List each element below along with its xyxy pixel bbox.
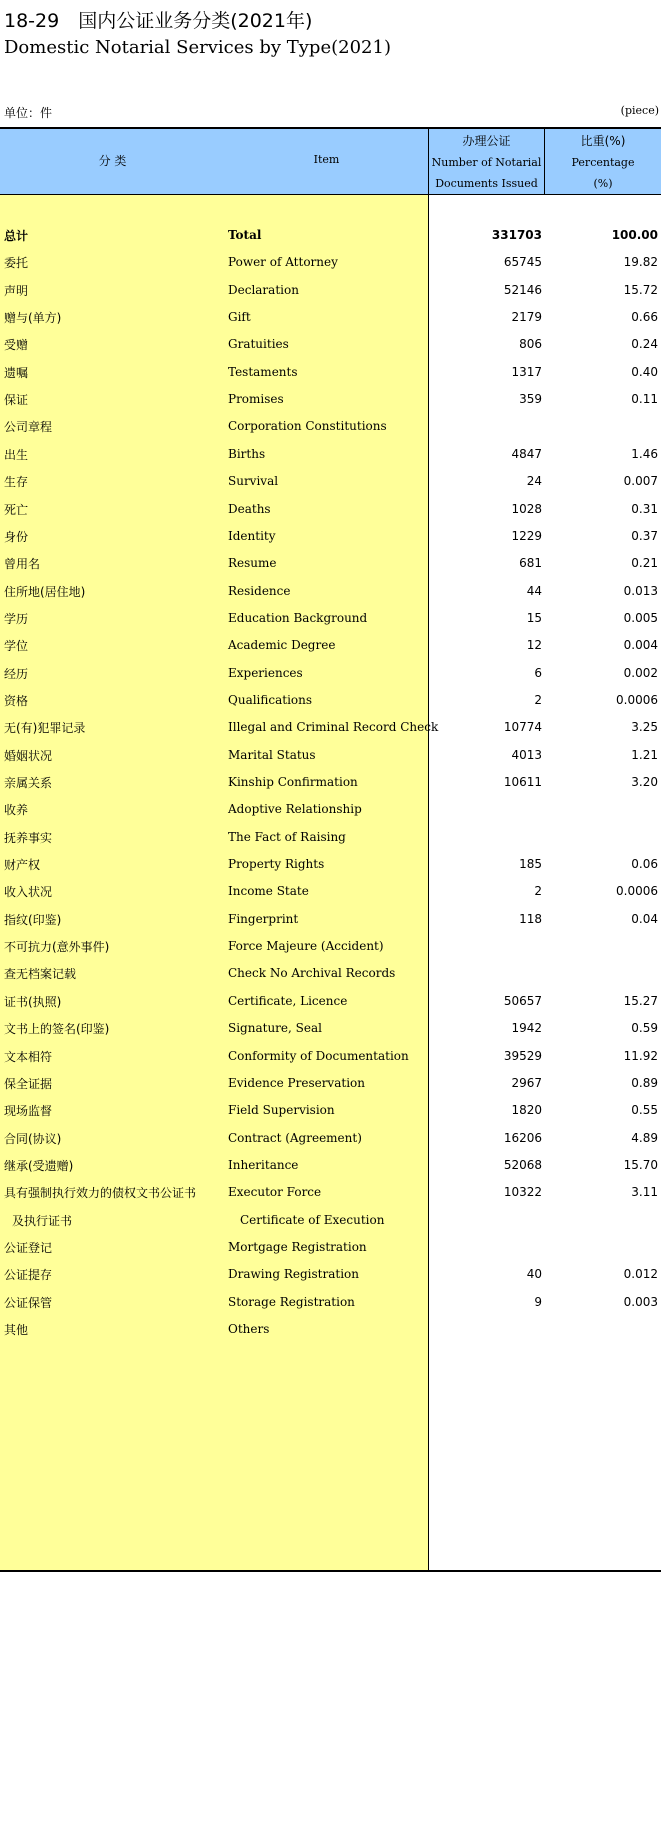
percentage-cell: 100.00 bbox=[611, 228, 658, 242]
item-en-cell: Executor Force bbox=[228, 1185, 322, 1200]
documents-count-cell: 16206 bbox=[503, 1130, 542, 1145]
percentage-cell: 0.24 bbox=[631, 337, 658, 352]
category-cn-cell: 公司章程 bbox=[4, 420, 53, 435]
category-cn-cell: 合同(协议) bbox=[4, 1131, 62, 1146]
header-category-cn: 分 类 bbox=[98, 154, 127, 168]
percentage-cell: 19.82 bbox=[623, 255, 658, 270]
item-en-cell: Kinship Confirmation bbox=[228, 775, 358, 789]
percentage-cell: 0.0006 bbox=[616, 692, 658, 707]
item-en-cell: Drawing Registration bbox=[228, 1267, 359, 1282]
item-en-cell: Marital Status bbox=[228, 747, 316, 762]
category-cn-cell: 公证登记 bbox=[4, 1240, 53, 1255]
header-documents-cn: 办理公证 bbox=[462, 134, 511, 148]
item-en-cell: Promises bbox=[228, 392, 284, 407]
documents-count-cell: 4013 bbox=[511, 747, 542, 762]
item-en-cell: Mortgage Registration bbox=[228, 1239, 367, 1254]
documents-count-cell: 2967 bbox=[511, 1075, 542, 1090]
percentage-cell: 0.012 bbox=[623, 1267, 658, 1282]
documents-count-cell: 15 bbox=[526, 610, 542, 625]
percentage-cell: 3.20 bbox=[631, 775, 658, 789]
category-cn-cell: 其他 bbox=[4, 1323, 29, 1337]
category-cn-cell: 死亡 bbox=[4, 502, 29, 517]
percentage-cell: 0.0006 bbox=[616, 884, 658, 899]
item-en-cell: Fingerprint bbox=[228, 911, 299, 926]
item-en-cell: Check No Archival Records bbox=[228, 966, 396, 981]
item-en-cell: Corporation Constitutions bbox=[228, 419, 387, 434]
category-cn-cell: 证书(执照) bbox=[4, 994, 62, 1009]
category-cn-cell: 保全证据 bbox=[4, 1076, 53, 1091]
percentage-cell: 0.004 bbox=[623, 638, 658, 653]
item-en-cell: Evidence Preservation bbox=[228, 1075, 365, 1090]
item-en-cell: Power of Attorney bbox=[228, 255, 338, 270]
item-en-cell: Inheritance bbox=[228, 1157, 299, 1172]
category-cn-cell: 资格 bbox=[4, 693, 29, 708]
category-cn-cell: 现场监督 bbox=[4, 1104, 53, 1119]
documents-count-cell: 52068 bbox=[503, 1157, 542, 1172]
header-percentage-en-1: Percentage bbox=[571, 156, 635, 169]
percentage-cell: 0.31 bbox=[631, 501, 658, 516]
item-en-cell: Conformity of Documentation bbox=[228, 1048, 409, 1063]
documents-count-cell: 6 bbox=[534, 665, 542, 680]
table-row bbox=[0, 1313, 661, 1345]
item-en-cell: Gift bbox=[228, 310, 251, 325]
percentage-cell: 15.70 bbox=[623, 1157, 658, 1172]
item-en-cell: Illegal and Criminal Record Check bbox=[228, 720, 439, 735]
percentage-cell: 0.66 bbox=[631, 310, 658, 325]
percentage-cell: 0.21 bbox=[631, 556, 658, 571]
item-en-cell: Income State bbox=[228, 884, 309, 899]
category-cn-cell: 婚姻状况 bbox=[4, 748, 53, 763]
item-en-cell: Residence bbox=[228, 583, 291, 598]
item-en-cell: Field Supervision bbox=[228, 1103, 335, 1118]
documents-count-cell: 10611 bbox=[503, 775, 542, 789]
percentage-cell: 0.06 bbox=[631, 857, 658, 872]
category-cn-cell: 遗嘱 bbox=[4, 365, 29, 380]
item-en-cell: Property Rights bbox=[228, 857, 325, 872]
category-cn-cell: 受赠 bbox=[4, 338, 29, 353]
category-cn-cell: 学历 bbox=[4, 611, 29, 626]
item-en-cell: Gratuities bbox=[228, 337, 289, 352]
header-percentage-cn: 比重(%) bbox=[580, 134, 626, 148]
header-item-en: Item bbox=[313, 153, 340, 166]
documents-count-cell: 1229 bbox=[511, 528, 542, 543]
category-cn-cell: 经历 bbox=[4, 666, 29, 681]
percentage-cell: 0.40 bbox=[631, 364, 658, 379]
item-en-cell: Others bbox=[228, 1322, 270, 1336]
table-bottom-rule bbox=[0, 1570, 661, 1572]
item-en-cell: Certificate, Licence bbox=[228, 993, 348, 1008]
percentage-cell: 1.21 bbox=[631, 747, 658, 762]
percentage-cell: 0.59 bbox=[631, 1021, 658, 1036]
category-cn-cell: 抚养事实 bbox=[4, 830, 53, 845]
category-cn-cell: 收养 bbox=[4, 803, 29, 818]
header-percentage bbox=[545, 131, 661, 194]
documents-count-cell: 1820 bbox=[511, 1103, 542, 1118]
category-cn-cell: 出生 bbox=[4, 447, 29, 462]
documents-count-cell: 65745 bbox=[503, 255, 542, 270]
percentage-cell: 0.55 bbox=[631, 1103, 658, 1118]
item-en-cell: Adoptive Relationship bbox=[228, 802, 362, 817]
documents-count-cell: 118 bbox=[519, 911, 542, 926]
header-documents-en-2: Documents Issued bbox=[435, 177, 538, 190]
category-cn-cell: 声明 bbox=[4, 283, 29, 298]
percentage-cell: 0.013 bbox=[623, 583, 658, 598]
table-title-en: Domestic Notarial Services by Type(2021) bbox=[4, 37, 391, 58]
documents-count-cell: 4847 bbox=[511, 446, 542, 461]
category-cn-cell: 总计 bbox=[4, 229, 29, 243]
documents-count-cell: 40 bbox=[526, 1267, 542, 1282]
item-en-cell: Testaments bbox=[228, 364, 298, 379]
item-en-cell: Certificate of Execution bbox=[240, 1212, 385, 1227]
documents-count-cell: 44 bbox=[526, 583, 542, 598]
documents-count-cell: 10774 bbox=[503, 720, 542, 735]
header-documents bbox=[429, 131, 544, 194]
documents-count-cell: 2 bbox=[534, 692, 542, 707]
category-cn-cell: 文书上的签名(印鉴) bbox=[4, 1022, 110, 1037]
category-cn-cell: 公证保管 bbox=[4, 1295, 53, 1310]
percentage-cell: 3.25 bbox=[631, 720, 658, 735]
category-cn-cell: 公证提存 bbox=[4, 1268, 53, 1283]
item-en-cell: Survival bbox=[228, 474, 279, 489]
category-cn-cell: 身份 bbox=[4, 529, 29, 544]
item-en-cell: Total bbox=[228, 228, 262, 242]
percentage-cell: 0.04 bbox=[631, 911, 658, 926]
percentage-cell: 0.89 bbox=[631, 1075, 658, 1090]
item-en-cell: Declaration bbox=[228, 282, 299, 297]
percentage-cell: 0.005 bbox=[623, 610, 658, 625]
category-cn-cell: 生存 bbox=[4, 475, 29, 490]
documents-count-cell: 681 bbox=[519, 556, 542, 571]
documents-count-cell: 185 bbox=[519, 857, 542, 872]
percentage-cell: 0.002 bbox=[623, 665, 658, 680]
documents-count-cell: 9 bbox=[534, 1294, 542, 1309]
category-cn-cell: 继承(受遗赠) bbox=[4, 1158, 74, 1173]
category-cn-cell: 学位 bbox=[4, 639, 29, 654]
category-cn-cell: 及执行证书 bbox=[12, 1213, 73, 1228]
percentage-cell: 1.46 bbox=[631, 446, 658, 461]
percentage-cell: 0.37 bbox=[631, 528, 658, 543]
category-cn-cell: 赠与(单方) bbox=[4, 311, 62, 326]
category-cn-cell: 指纹(印鉴) bbox=[4, 912, 62, 927]
item-en-cell: Identity bbox=[228, 528, 276, 543]
documents-count-cell: 2 bbox=[534, 884, 542, 899]
category-cn-cell: 具有强制执行效力的债权文书公证书 bbox=[4, 1186, 197, 1201]
item-en-cell: Births bbox=[228, 446, 266, 461]
documents-count-cell: 2179 bbox=[511, 310, 542, 325]
category-cn-cell: 保证 bbox=[4, 393, 29, 408]
documents-count-cell: 359 bbox=[519, 392, 542, 407]
unit-label-en: (piece) bbox=[620, 104, 659, 117]
percentage-cell: 0.003 bbox=[623, 1294, 658, 1309]
category-cn-cell: 住所地(居住地) bbox=[4, 584, 86, 599]
percentage-cell: 15.72 bbox=[623, 282, 658, 297]
percentage-cell: 3.11 bbox=[631, 1185, 658, 1200]
unit-label: 单位：件 bbox=[4, 106, 53, 120]
item-en-cell: Contract (Agreement) bbox=[228, 1130, 362, 1145]
percentage-cell: 11.92 bbox=[623, 1048, 658, 1063]
percentage-cell: 4.89 bbox=[631, 1130, 658, 1145]
item-en-cell: Force Majeure (Accident) bbox=[228, 939, 384, 954]
documents-count-cell: 50657 bbox=[503, 993, 542, 1008]
documents-count-cell: 10322 bbox=[503, 1185, 542, 1200]
documents-count-cell: 12 bbox=[526, 638, 542, 653]
item-en-cell: Deaths bbox=[228, 501, 271, 516]
header-documents-en-1: Number of Notarial bbox=[431, 156, 542, 169]
percentage-cell: 15.27 bbox=[623, 993, 658, 1008]
documents-count-cell: 1028 bbox=[511, 501, 542, 516]
documents-count-cell: 52146 bbox=[503, 282, 542, 297]
item-en-cell: Education Background bbox=[228, 610, 368, 625]
item-en-cell: Signature, Seal bbox=[228, 1021, 322, 1036]
category-cn-cell: 曾用名 bbox=[4, 557, 41, 572]
category-cn-cell: 不可抗力(意外事件) bbox=[4, 940, 110, 955]
header-percentage-en-2: (%) bbox=[593, 177, 613, 190]
category-cn-cell: 文本相符 bbox=[4, 1049, 53, 1064]
item-en-cell: Qualifications bbox=[228, 692, 313, 707]
percentage-cell: 0.11 bbox=[631, 392, 658, 407]
category-cn-cell: 无(有)犯罪记录 bbox=[4, 721, 86, 736]
documents-count-cell: 24 bbox=[526, 474, 542, 489]
item-en-cell: Storage Registration bbox=[228, 1294, 355, 1309]
category-cn-cell: 查无档案记载 bbox=[4, 967, 77, 982]
category-cn-cell: 财产权 bbox=[4, 858, 41, 873]
percentage-cell: 0.007 bbox=[623, 474, 658, 489]
item-en-cell: Academic Degree bbox=[228, 638, 336, 653]
item-en-cell: Experiences bbox=[228, 665, 303, 680]
item-en-cell: The Fact of Raising bbox=[228, 829, 346, 844]
category-cn-cell: 委托 bbox=[4, 256, 29, 271]
category-cn-cell: 收入状况 bbox=[4, 885, 53, 900]
documents-count-cell: 1317 bbox=[511, 364, 542, 379]
documents-count-cell: 39529 bbox=[503, 1048, 542, 1063]
documents-count-cell: 1942 bbox=[511, 1021, 542, 1036]
documents-count-cell: 806 bbox=[519, 337, 542, 352]
table-title-cn: 18-29 国内公证业务分类(2021年) bbox=[4, 10, 313, 32]
item-en-cell: Resume bbox=[228, 556, 277, 571]
category-cn-cell: 亲属关系 bbox=[4, 776, 53, 790]
documents-count-cell: 331703 bbox=[491, 228, 542, 242]
